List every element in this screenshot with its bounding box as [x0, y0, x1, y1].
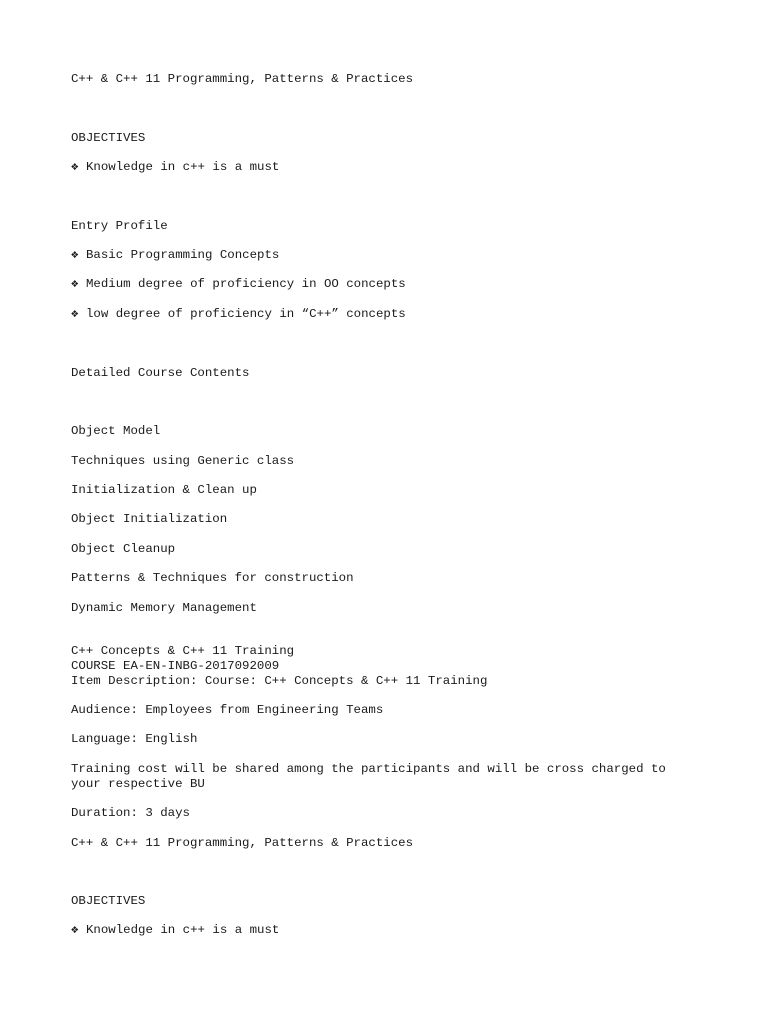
entry-profile-text: Basic Programming Concepts	[86, 248, 280, 262]
content-item: Dynamic Memory Management	[71, 601, 257, 615]
entry-profile-item	[71, 277, 406, 292]
objective-text: Knowledge in c++ is a must	[86, 160, 280, 174]
entry-profile-text: low degree of proficiency in “C++” concepts	[86, 307, 406, 321]
course-name: C++ Concepts & C++ 11 Training	[71, 644, 295, 658]
diamond-bullet-icon: ❖	[71, 923, 79, 937]
cost-note: Training cost will be shared among the participants and will be cross charged to your respective BU	[71, 762, 674, 791]
objective-text: Knowledge in c++ is a must	[86, 923, 280, 937]
diamond-bullet-icon: ❖	[71, 160, 79, 174]
content-item: Object Initialization	[71, 512, 228, 526]
entry-profile-heading: Entry Profile	[71, 219, 168, 233]
objectives-heading: OBJECTIVES	[71, 894, 146, 908]
diamond-bullet-icon: ❖	[71, 248, 79, 262]
entry-profile-item	[71, 248, 279, 263]
objective-item	[71, 923, 279, 938]
content-item: Patterns & Techniques for construction	[71, 571, 354, 585]
diamond-bullet-icon: ❖	[71, 277, 79, 291]
detailed-contents-heading: Detailed Course Contents	[71, 366, 250, 380]
language: Language: English	[71, 732, 198, 746]
course-title: C++ & C++ 11 Programming, Patterns & Practices	[71, 72, 414, 86]
content-item: Techniques using Generic class	[71, 454, 295, 468]
content-item: Object Cleanup	[71, 542, 176, 556]
item-description: Item Description: Course: C++ Concepts & C++ 11 Training	[71, 674, 488, 688]
objective-item	[71, 160, 279, 175]
audience: Audience: Employees from Engineering Teams	[71, 703, 384, 717]
content-item: Object Model	[71, 424, 161, 438]
course-title: C++ & C++ 11 Programming, Patterns & Practices	[71, 836, 414, 850]
diamond-bullet-icon: ❖	[71, 307, 79, 321]
course-code: COURSE EA-EN-INBG-2017092009	[71, 659, 280, 673]
duration: Duration: 3 days	[71, 806, 190, 820]
objectives-heading: OBJECTIVES	[71, 131, 146, 145]
content-item: Initialization & Clean up	[71, 483, 257, 497]
entry-profile-text: Medium degree of proficiency in OO concepts	[86, 277, 406, 291]
entry-profile-item	[71, 307, 406, 322]
